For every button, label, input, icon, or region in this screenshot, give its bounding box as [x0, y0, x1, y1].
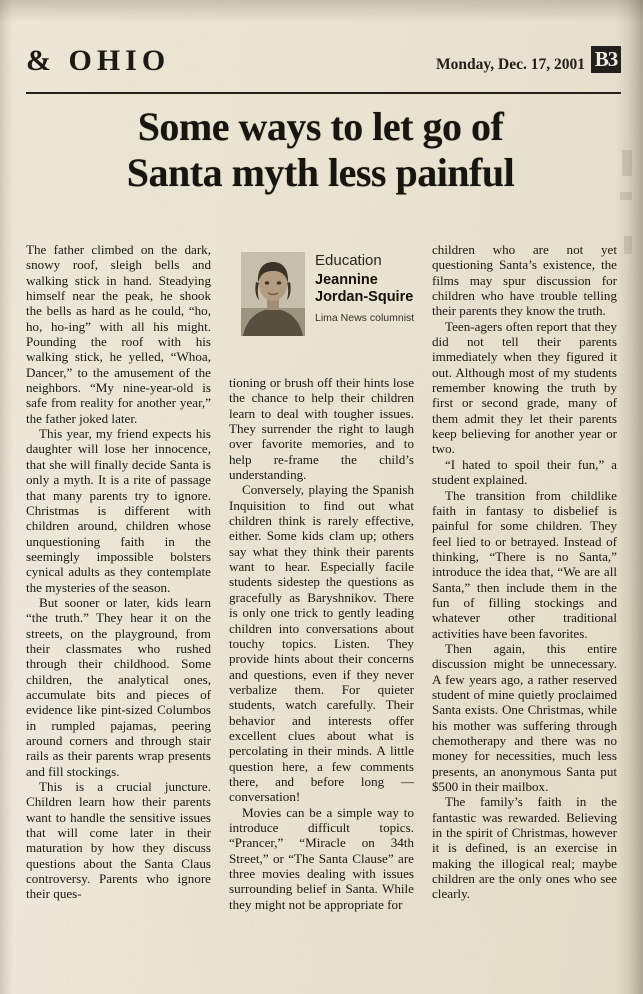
- masthead-rule: [26, 92, 621, 94]
- section-title: & OHIO: [26, 44, 171, 77]
- paragraph: The father climbed on the dark, snowy roof, sleigh bells and walking stick in hand. Steadying himself near the peak, he shook the bells as hard as he could, “ho, ho, ho-ing” with all his might. Pounding the roof with his walking stick, he yelled, “Whoa, Dancer,” to the amusement of the neighbors. “My nine-year-old is safe from reality for another year,” the father joked later.: [26, 242, 211, 426]
- byline-name-line-1: Jeannine: [315, 272, 378, 288]
- article-column-2: [229, 242, 414, 912]
- paragraph: Movies can be a simple way to introduce difficult topics. “Prancer,” “Miracle on 34th Street,” or “The Santa Clause” are three movies dealing with issues surrounding belief in Santa. While they might not be appropriate for: [229, 804, 414, 912]
- headline-line-1: Some ways to let go of: [137, 104, 504, 149]
- paragraph: children who are not yet questioning Santa’s existence, the films may spur discussion for children who have trouble telling their parents they know the truth.: [432, 242, 617, 319]
- article-column-1: [26, 242, 211, 902]
- paragraph: The transition from childlike faith in fantasy to disbelief is painful for some children. They feel lied to or betrayed. Instead of thinking, “There is no Santa,” introduce the idea that, “We are all Santa,” then include them in the fun of filling stockings and whatever other traditional activities have been favorites.: [432, 487, 617, 641]
- paragraph: tioning or brush off their hints lose the chance to help their children learn to deal with tougher issues. They surrender the right to laugh over favorite memories, and to help re-frame the child’s understanding.: [229, 375, 414, 483]
- byline-role: Lima News columnist: [315, 312, 415, 324]
- byline-kicker: Education: [315, 252, 382, 269]
- paragraph: The family’s faith in the fantastic was rewarded. Believing in the spirit of Christmas, however it is defined, is an exercise in making the illogical real; maybe children are the only ones who see clearly.: [432, 794, 617, 902]
- paragraph: “I hated to spoil their fun,” a student explained.: [432, 456, 617, 488]
- page-title: [34, 104, 607, 196]
- scan-artifact: [620, 192, 632, 200]
- paragraph: Teen-agers often report that they did not tell their parents immediately when they figured it out. Although most of my students remember knowing the truth by first or second grade, many of them admit they let their parents keep believing for another year or two.: [432, 318, 617, 457]
- paragraph: But sooner or later, kids learn “the truth.” They hear it on the streets, on the playground, from their classmates who rushed through their childhood. Some children, the analytical ones, accumulate bits and pieces of evidence like pint-sized Columbos in rumpled pajamas, peering around corners and through stair rails as their parents wrap presents and fill stockings.: [26, 594, 211, 779]
- dateline: Monday, Dec. 17, 2001: [436, 56, 585, 73]
- paragraph: Then again, this entire discussion might be unnecessary. A few years ago, a rather reserved student of mine quietly proclaimed Santa exists. One Christmas, while his mother was suffering through chemotherapy and there was no money for necessities, much less presents, an anonymous Santa put $500 in their mailbox.: [432, 640, 617, 795]
- top-edge-shadow: [0, 0, 643, 22]
- headline-line-2: Santa myth less painful: [126, 150, 515, 195]
- scan-artifact: [622, 150, 632, 176]
- paragraph: This is a crucial juncture. Children learn how their parents want to handle the sensitive issues that will come later in their maturation by how they discuss questions about the Santa Claus controversy. Parents who ignore their ques-: [26, 779, 211, 902]
- article-column-3: [432, 242, 617, 902]
- paragraph: This year, my friend expects his daughter will lose her innocence, that she will finally decide Santa is only a myth. It is a rite of passage that many parents try to ignore. Christmas is different with children around, children whose unquestioning faith in the seemingly impossible bolsters cynical adults as they contemplate the mysteries of the season.: [26, 426, 211, 595]
- left-edge-shadow: [0, 0, 14, 994]
- masthead: [26, 44, 621, 86]
- page-number-badge: B3: [591, 46, 621, 73]
- paragraph: Conversely, playing the Spanish Inquisition to find out what children think is rarely effective, either. Some kids clam up; others say what they think their parents want to hear. Especially facile students sidestep the questions as gracefully as Baryshnikov. There is only one trick to gently leading children into conversations about touchy topics. Listen. They provide hints about their concerns and questions, even if they never verbalize them. For quieter students, watch carefully. Their behavior and interests offer excellent clues about what is percolating in their minds. A little question here, a few comments there, and before long — conversation!: [229, 482, 414, 805]
- scan-artifact: [624, 236, 632, 254]
- article-body: [22, 242, 623, 986]
- byline-name-line-2: Jordan-Squire: [315, 289, 414, 305]
